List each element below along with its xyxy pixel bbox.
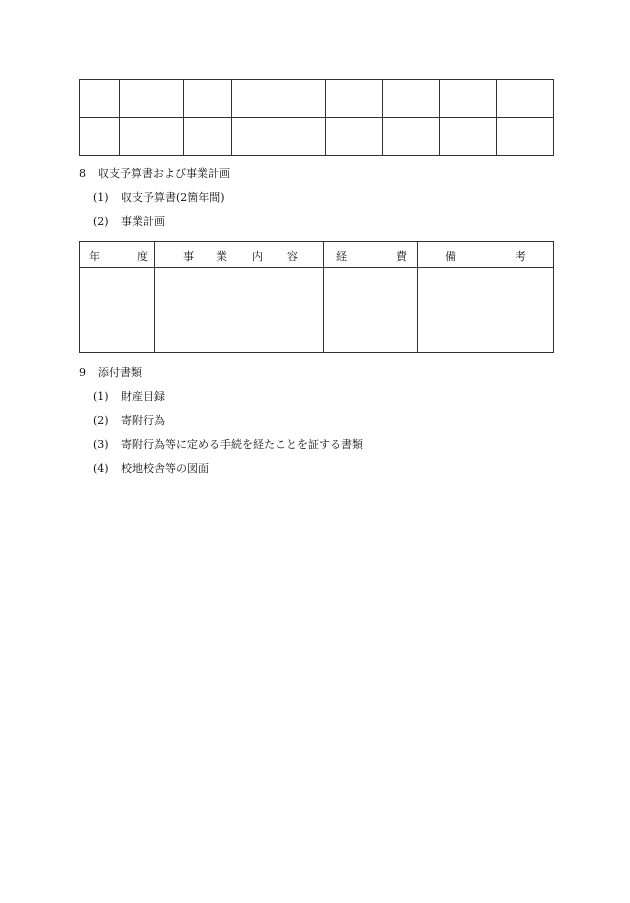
item-text: 校地校舎等の図面 [121, 462, 209, 475]
list-item [93, 414, 165, 428]
table-cell [184, 80, 232, 118]
list-item [93, 438, 363, 452]
section-title: 添付書類 [98, 366, 142, 379]
header-char: 費 [396, 250, 407, 263]
table-header-row [80, 242, 554, 268]
table-cell [326, 80, 383, 118]
table-cell [232, 118, 326, 156]
table-cell [80, 80, 120, 118]
table-cell [418, 268, 554, 353]
table-cell [497, 80, 554, 118]
table-cell [326, 118, 383, 156]
section-number: 8 [79, 167, 86, 180]
item-number: (2) [93, 215, 109, 228]
table-cell [155, 268, 324, 353]
table-cell [383, 118, 440, 156]
header-char: 年 [89, 250, 100, 263]
section-number: 9 [79, 366, 86, 379]
header-char: 内 [252, 250, 263, 263]
previous-table [79, 79, 554, 156]
item-text: 寄附行為 [121, 414, 165, 427]
table-row [80, 118, 554, 156]
header-char: 考 [515, 250, 526, 263]
item-text: 収支予算書(2箇年間) [121, 191, 225, 204]
table-cell [80, 268, 155, 353]
table-cell [80, 118, 120, 156]
business-plan-table [79, 241, 554, 353]
table-cell [120, 80, 184, 118]
table-cell [497, 118, 554, 156]
header-char: 業 [216, 250, 227, 263]
section-9-heading [79, 366, 142, 380]
table-row [80, 268, 554, 353]
item-number: (3) [93, 438, 109, 451]
table-cell [120, 118, 184, 156]
item-number: (1) [93, 191, 109, 204]
table-row [80, 80, 554, 118]
header-content [155, 242, 324, 268]
item-text: 寄附行為等に定める手続を経たことを証する書類 [121, 438, 363, 451]
header-char: 経 [336, 250, 347, 263]
table-cell [440, 118, 497, 156]
section-8-heading [79, 167, 230, 181]
header-char: 度 [137, 250, 148, 263]
header-year [80, 242, 155, 268]
section-title: 収支予算書および事業計画 [98, 167, 230, 180]
table-cell [440, 80, 497, 118]
item-number: (4) [93, 462, 109, 475]
list-item [93, 191, 225, 205]
list-item [93, 215, 165, 229]
header-char: 事 [183, 250, 194, 263]
header-char: 容 [287, 250, 298, 263]
item-number: (2) [93, 414, 109, 427]
header-remarks [418, 242, 554, 268]
header-char: 備 [445, 250, 456, 263]
table-cell [232, 80, 326, 118]
table-cell [184, 118, 232, 156]
item-number: (1) [93, 390, 109, 403]
table-cell [324, 268, 418, 353]
header-cost [324, 242, 418, 268]
list-item [93, 390, 165, 404]
item-text: 財産目録 [121, 390, 165, 403]
list-item [93, 462, 209, 476]
table-cell [383, 80, 440, 118]
item-text: 事業計画 [121, 215, 165, 228]
